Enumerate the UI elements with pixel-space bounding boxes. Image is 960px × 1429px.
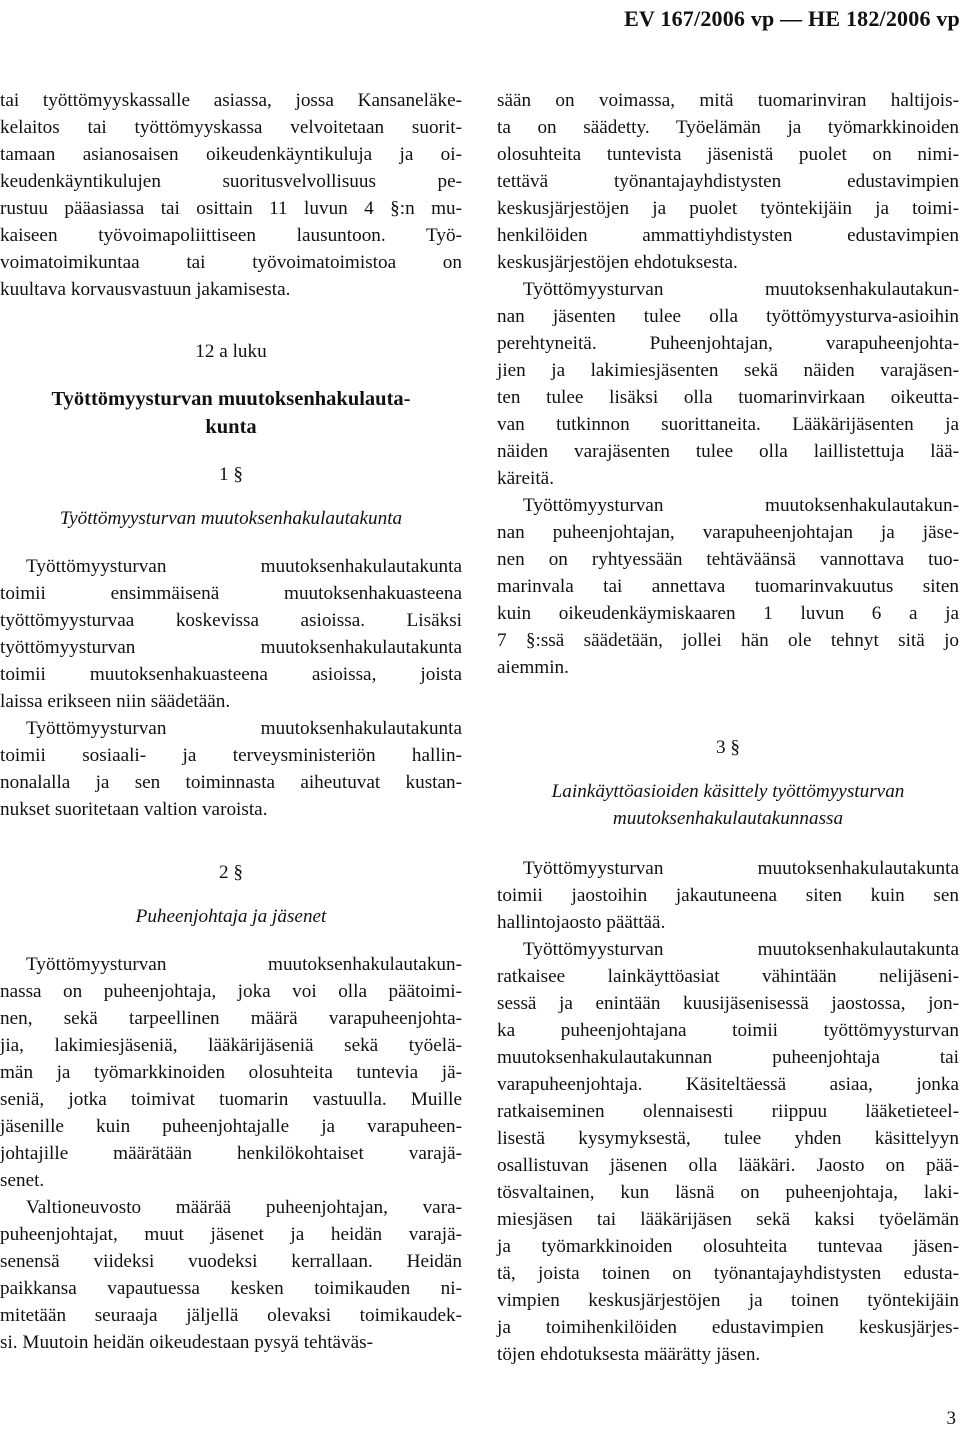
text-line: mitetään seuraaja jäljellä olevaksi toimikaudek-: [0, 1305, 462, 1326]
text-line: ka puheenjohtajana toimii työttömyysturvan: [497, 1020, 959, 1041]
text-line: käreitä.: [497, 468, 554, 489]
text-line: Työttömyysturvan muutoksenhakulautakunta: [26, 718, 462, 739]
text-line: osallistuvan jäsenen olla lääkäri. Jaosto on pää-: [497, 1155, 959, 1176]
text-line: näiden varajäsenten tulee olla laillistettuja lää-: [497, 441, 959, 462]
text-line: nassa on puheenjohtaja, joka voi olla päätoimi-: [0, 981, 462, 1002]
text-line: senensä viideksi vuodeksi kerrallaan. Heidän: [0, 1251, 462, 1272]
text-line: aiemmin.: [497, 657, 569, 678]
left-column: [0, 87, 462, 1356]
text-line: nan puheenjohtajan, varapuheenjohtajan ja jäse-: [497, 522, 959, 543]
text-line: puheenjohtajat, muut jäsenet ja heidän varajä-: [0, 1224, 462, 1245]
text-line: keskusjärjestöjen ja puolet työntekijäin ja toimi-: [497, 198, 959, 219]
text-line: van tutkinnon suorittaneita. Lääkärijäsenten ja: [497, 414, 959, 435]
text-line: muutoksenhakulautakunnan puheenjohtaja tai: [497, 1047, 959, 1068]
text-line: työttömyysturvaa koskevissa asioissa. Lisäksi: [0, 610, 462, 631]
text-line: ten tulee lisäksi olla tuomarinvirkaan oikeutta-: [497, 387, 959, 408]
text-line: paikkansa vapautuessa kesken toimikauden ni-: [0, 1278, 462, 1299]
text-line: Valtioneuvosto määrää puheenjohtajan, vara-: [26, 1197, 462, 1218]
section-number: 1 §: [219, 464, 243, 485]
paragraph-intro: [0, 87, 462, 303]
text-line: Työttömyysturvan muutoksenhakulautakun-: [523, 279, 959, 300]
text-line: sessä ja enintään kuusijäsenisessä jaostossa, jon-: [497, 993, 959, 1014]
page-number: 3: [946, 1408, 956, 1429]
text-line: tä, joista toinen on työnantajayhdistysten edusta-: [497, 1263, 959, 1284]
text-line: nen on ryhtyessään tehtäväänsä vannottava tuo-: [497, 549, 959, 570]
text-line: työttömyysturvan muutoksenhakulautakunta: [0, 637, 462, 658]
text-line: nen, sekä tarpeellinen määrä varapuheenjohta-: [0, 1008, 462, 1029]
text-line: jia, lakimiesjäseniä, lääkärijäseniä sekä työelä-: [0, 1035, 462, 1056]
text-line: ratkaiseminen olennaisesti riippuu lääketieteel-: [497, 1101, 959, 1122]
text-line: laissa erikseen niin säädetään.: [0, 691, 231, 712]
text-line: Työttömyysturvan muutoksenhakulautakun-: [26, 954, 462, 975]
text-line: si. Muutoin heidän oikeudestaan pysyä tehtäväs-: [0, 1332, 374, 1353]
paragraph: [497, 87, 959, 276]
text-line: tösvaltainen, kun läsnä on puheenjohtaja, laki-: [497, 1182, 959, 1203]
section-title: Työttömyysturvan muutoksenhakulautakunta: [59, 508, 403, 529]
text-line: män ja työmarkkinoiden olosuhteita tuntevia jä-: [0, 1062, 462, 1083]
paragraph: [0, 1194, 462, 1356]
text-line: toimii jaostoihin jakautuneena siten kuin sen: [497, 885, 959, 906]
chapter-title-line: Työttömyysturvan muutoksenhakulauta-: [51, 388, 411, 410]
text-line: kuultava korvausvastuun jakamisesta.: [0, 279, 291, 300]
text-line: lisestä kysymyksestä, tulee yhden käsittelyyn: [497, 1128, 959, 1149]
text-line: hallintojaosto päättää.: [497, 912, 666, 933]
text-line: tamaan asianosaisen oikeudenkäyntikuluja ja oi-: [0, 144, 462, 165]
text-line: olosuhteita tuntevista jäsenistä puolet on nimi-: [497, 144, 959, 165]
section-number: 2 §: [219, 862, 243, 883]
chapter-title-line: kunta: [205, 416, 257, 438]
paragraph: [0, 553, 462, 715]
text-line: töjen ehdotuksesta määrätty jäsen.: [497, 1344, 761, 1365]
text-line: toimii sosiaali- ja terveysministeriön hallin-: [0, 745, 462, 766]
chapter-number: 12 a luku: [195, 341, 267, 362]
text-line: toimii muutoksenhakuasteena asioissa, joista: [0, 664, 462, 685]
text-line: ta on säädetty. Työelämän ja työmarkkinoiden: [497, 117, 959, 138]
text-line: nan jäsenten tulee olla työttömyysturva-asioihin: [497, 306, 959, 327]
text-line: jien ja lakimiesjäsenten sekä näiden varajäsen-: [497, 360, 959, 381]
text-line: tettävä työnantajayhdistysten edustavimpien: [497, 171, 959, 192]
right-column: [497, 87, 959, 1368]
text-line: ja toimihenkilöiden edustavimpien keskusjärjes-: [497, 1317, 959, 1338]
text-line: rustuu pääasiassa tai osittain 11 luvun 4 §:n mu-: [0, 198, 462, 219]
text-line: tai työttömyyskassalle asiassa, jossa Kansaneläke-: [0, 90, 462, 111]
text-line: marinvala tai annettava tuomarinvakuutus siten: [497, 576, 959, 597]
section-number: 3 §: [716, 737, 740, 758]
text-line: perehtyneitä. Puheenjohtajan, varapuheenjohta-: [497, 333, 959, 354]
text-line: voimatoimikuntaa tai työvoimatoimistoa on: [0, 252, 462, 273]
text-line: 7 §:ssä säädetään, jollei hän ole tehnyt sitä jo: [497, 630, 959, 651]
text-line: kaiseen työvoimapoliittiseen lausuntoon. Työ-: [0, 225, 462, 246]
text-line: ratkaisee lainkäyttöasiat vähintään nelijäseni-: [497, 966, 959, 987]
text-line: Työttömyysturvan muutoksenhakulautakunta: [26, 556, 462, 577]
section-title-line: Lainkäyttöasioiden käsittely työttömyysturvan: [551, 781, 905, 802]
text-line: Työttömyysturvan muutoksenhakulautakun-: [523, 495, 959, 516]
text-line: ja työmarkkinoiden olosuhteita tuntevaa jäsen-: [497, 1236, 959, 1257]
paragraph: [497, 276, 959, 492]
text-line: kuin oikeudenkäymiskaaren 1 luvun 6 a ja: [497, 603, 959, 624]
text-line: Työttömyysturvan muutoksenhakulautakunta: [523, 939, 959, 960]
text-line: nonalalla ja sen toiminnasta aiheutuvat kustan-: [0, 772, 462, 793]
text-line: senet.: [0, 1170, 45, 1191]
text-line: keskusjärjestöjen ehdotuksesta.: [497, 252, 738, 273]
text-line: jäsenille kuin puheenjohtajalle ja varapuheen-: [0, 1116, 462, 1137]
running-header: EV 167/2006 vp — HE 182/2006 vp: [624, 6, 960, 31]
paragraph: [0, 951, 462, 1194]
paragraph: [497, 936, 959, 1368]
text-line: vimpien keskusjärjestöjen ja toinen työntekijäin: [497, 1290, 959, 1311]
text-line: henkilöiden ammattiyhdistysten edustavimpien: [497, 225, 959, 246]
text-line: sään on voimassa, mitä tuomarinviran haltijois-: [497, 90, 959, 111]
text-line: kelaitos tai työttömyyskassa velvoitetaan suorit-: [0, 117, 462, 138]
text-line: Työttömyysturvan muutoksenhakulautakunta: [523, 858, 959, 879]
text-line: keudenkäyntikulujen suoritusvelvollisuus pe-: [0, 171, 462, 192]
paragraph: [497, 492, 959, 681]
text-line: seniä, jotka toimivat tuomarin vastuulla. Muille: [0, 1089, 462, 1110]
section-title-line: muutoksenhakulautakunnassa: [612, 808, 844, 829]
text-line: toimii ensimmäisenä muutoksenhakuasteena: [0, 583, 462, 604]
text-line: varapuheenjohtaja. Käsiteltäessä asiaa, jonka: [497, 1074, 959, 1095]
section-title: Puheenjohtaja ja jäsenet: [135, 906, 327, 927]
paragraph: [497, 855, 959, 936]
text-line: johtajille määrätään henkilökohtaiset varajä-: [0, 1143, 462, 1164]
paragraph: [0, 715, 462, 823]
text-line: miesjäsen tai lääkärijäsen sekä kaksi työelämän: [497, 1209, 959, 1230]
text-line: nukset suoritetaan valtion varoista.: [0, 799, 268, 820]
